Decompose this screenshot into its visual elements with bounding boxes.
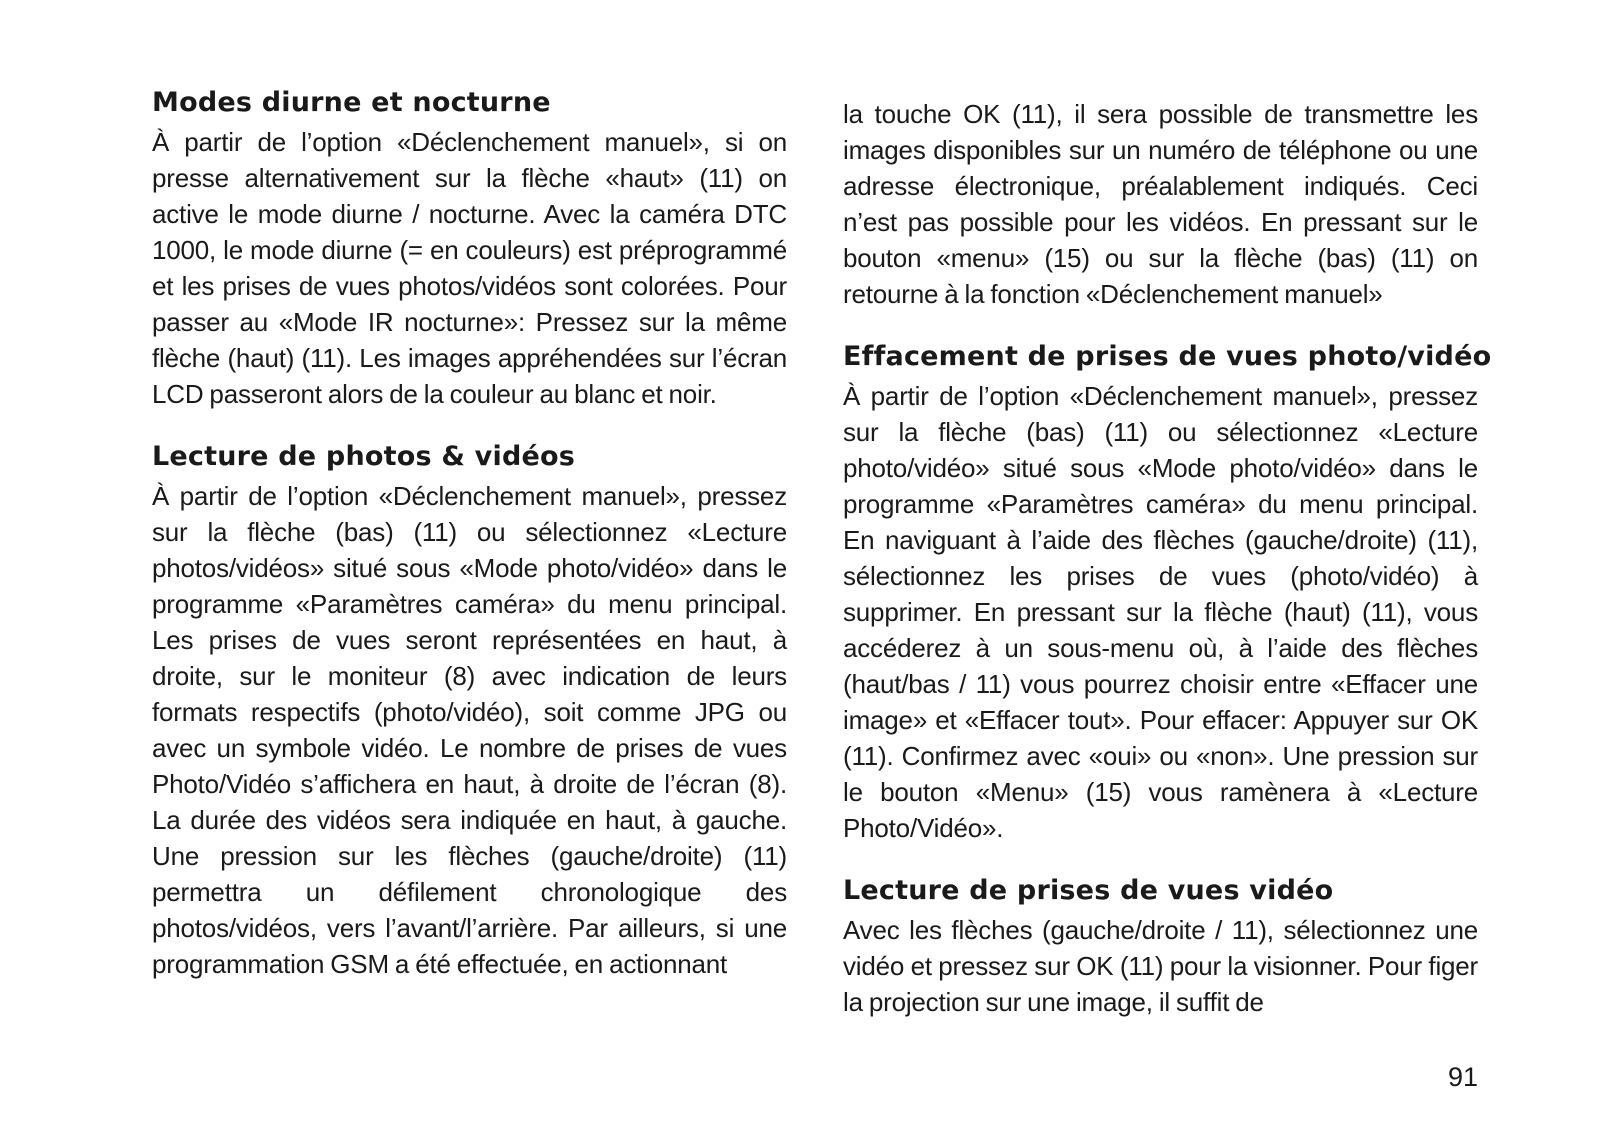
section-effacement xyxy=(843,340,1492,846)
section-heading: Lecture de photos & vidéos xyxy=(152,441,576,472)
page-number: 91 xyxy=(1447,1062,1478,1092)
section-lecture-video xyxy=(843,874,1478,1020)
section-heading: Effacement de prises de vues photo/vidéo xyxy=(843,341,1492,372)
section-body: Avec les flèches (gauche/droite / 11), sélectionnez une vidéo et pressez sur OK (11) pour la visionner. Pour figer la projection sur une image, il suffit de xyxy=(843,915,1478,1017)
section-lecture-photos-videos xyxy=(152,440,787,982)
continued-paragraph: la touche OK (11), il sera possible de transmettre les images disponibles sur un numéro de téléphone ou une adresse électronique, préalablement indiqués. Ceci n’est pas possible pour les vidéos. En pressant sur le bouton «menu» (15) ou sur la flèche (bas) (11) on retourne à la fonction «Déclenchement manuel» xyxy=(843,99,1478,309)
right-column xyxy=(843,86,1492,1020)
section-body: À partir de l’option «Déclenchement manuel», si on presse alternativement sur la flèche «haut» (11) on active le mode diurne / nocturne. Avec la caméra DTC 1000, le mode diurne (= en couleurs) est préprogrammé et les prises de vues photos/vidéos sont colorées. Pour passer au «Mode IR nocturne»: Pressez sur la même flèche (haut) (11). Les images appréhendées sur l’écran LCD passeront alors de la couleur au blanc et noir. xyxy=(152,127,787,409)
section-body: À partir de l’option «Déclenchement manuel», pressez sur la flèche (bas) (11) ou sélectionnez «Lecture photos/vidéos» situé sous «Mode photo/vidéo» dans le programme «Paramètres caméra» du menu principal. Les prises de vues seront représentées en haut, à droite, sur le moniteur (8) avec indication de leurs formats respectifs (photo/vidéo), soit comme JPG ou avec un symbole vidéo. Le nombre de prises de vues Photo/Vidéo s’affichera en haut, à droite de l’écran (8). La durée des vidéos sera indiquée en haut, à gauche. Une pression sur les flèches (gauche/droite) (11) permettra un défilement chronologique des photos/vidéos, vers l’avant/l’arrière. Par ailleurs, si une programmation GSM a été effectuée, en actionnant xyxy=(152,481,787,979)
section-heading: Modes diurne et nocturne xyxy=(152,87,551,118)
section-heading: Lecture de prises de vues vidéo xyxy=(843,875,1334,906)
section-continuation xyxy=(843,96,1478,312)
left-column xyxy=(152,86,787,982)
section-modes-diurne-nocturne xyxy=(152,86,787,412)
section-body: À partir de l’option «Déclenchement manuel», pressez sur la flèche (bas) (11) ou sélectionnez «Lecture photo/vidéo» situé sous «Mode photo/vidéo» dans le programme «Paramètres caméra» du menu principal. En naviguant à l’aide des flèches (gauche/droite) (11), sélectionnez les prises de vues (photo/vidéo) à supprimer. En pressant sur la flèche (haut) (11), vous accéderez à un sous-menu où, à l’aide des flèches (haut/bas / 11) vous pourrez choisir entre «Effacer une image» et «Effacer tout». Pour effacer: Appuyer sur OK (11). Confirmez avec «oui» ou «non». Une pression sur le bouton «Menu» (15) vous ramènera à «Lecture Photo/Vidéo». xyxy=(843,381,1478,843)
